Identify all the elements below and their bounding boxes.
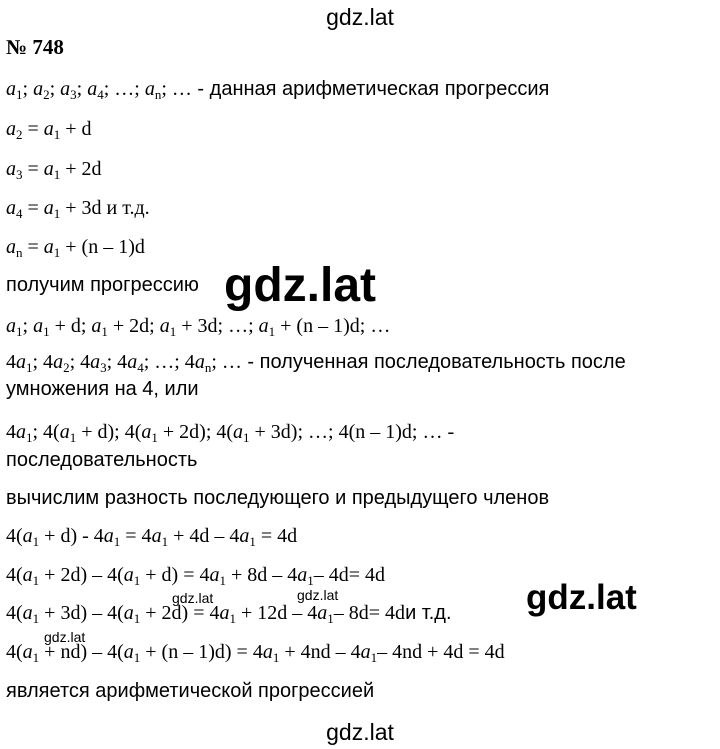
line-a4: $a_4 = a_1 + 3d$ и т.д.	[6, 197, 150, 221]
line-diff-n: $4(a_1 + nd) - 4(a_1 + (n - 1)d) = 4a_1 + 4nd - 4a_1-$ 4nd + 4d = 4d	[6, 641, 505, 665]
watermark-small-1: gdz.lat	[172, 590, 214, 606]
line-a2: $a_2 = a_1 + d$	[6, 118, 92, 142]
progression-def-text: - данная арифметическая прогрессия	[191, 78, 550, 100]
multiplied-seq-text: - полученная последовательность после	[241, 351, 626, 373]
line-a3: $a_3 = a_1 + 2d$	[6, 158, 102, 182]
line-sequence: последовательность	[6, 449, 198, 471]
line-an: $a_n = a_1 + (n - 1)d$	[6, 236, 145, 260]
line-get-progression: получим прогрессию	[6, 274, 199, 296]
diff-3-tail: и т.д.	[405, 602, 452, 624]
line-conclusion: является арифметической прогрессией	[6, 680, 375, 702]
line-progression-def: $a_1$; $a_2$; $a_3$; $a_4$; …; $a_n$; … - данная арифметическая прогрессия	[6, 78, 550, 102]
line-compute-difference: вычислим разность последующего и предыдущего членов	[6, 487, 550, 509]
line-diff-2: $4(a_1 + 2d) - 4(a_1 + d) = 4a_1 + 8d - 4a_1-$ 4d= 4d	[6, 564, 386, 588]
watermark-big-center: gdz.lat	[224, 259, 376, 312]
line-diff-3: $4(a_1 + 3d) - 4(a_1 + 2d) = 4a_1 + 12d - 4a_1-$ 8d= 4dи т.д.	[6, 602, 452, 626]
watermark-top: gdz.lat	[326, 4, 394, 30]
line-expanded-seq: $4a_1$; $4(a_1 + d)$; $4(a_1 + 2d)$; $4(a_1 + 3d)$; …; 4(n – 1)d; … -	[6, 421, 455, 445]
line-multiplied-seq: $4a_1$; $4a_2$; $4a_3$; $4a_4$; …; $4a_n$; … - полученная последовательность после	[6, 351, 626, 375]
line-multiply-by-4: умножения на 4, или	[6, 378, 199, 400]
watermark-small-3: gdz.lat	[44, 629, 86, 645]
task-number: № 748	[6, 35, 64, 59]
watermark-big-right: gdz.lat	[526, 578, 637, 617]
line-diff-1: $4(a_1 + d) - 4a_1 = 4a_1 + 4d - 4a_1 = 4d$	[6, 525, 298, 549]
expanded-seq-tail: -	[442, 421, 455, 443]
watermark-small-2: gdz.lat	[297, 587, 339, 603]
line-progression-terms: $a_1$; $a_1 + d$; $a_1 + 2d$; $a_1 + 3d$; …; $a_1 + (n - 1)d$; …	[6, 315, 391, 339]
watermark-bottom: gdz.lat	[326, 719, 394, 745]
